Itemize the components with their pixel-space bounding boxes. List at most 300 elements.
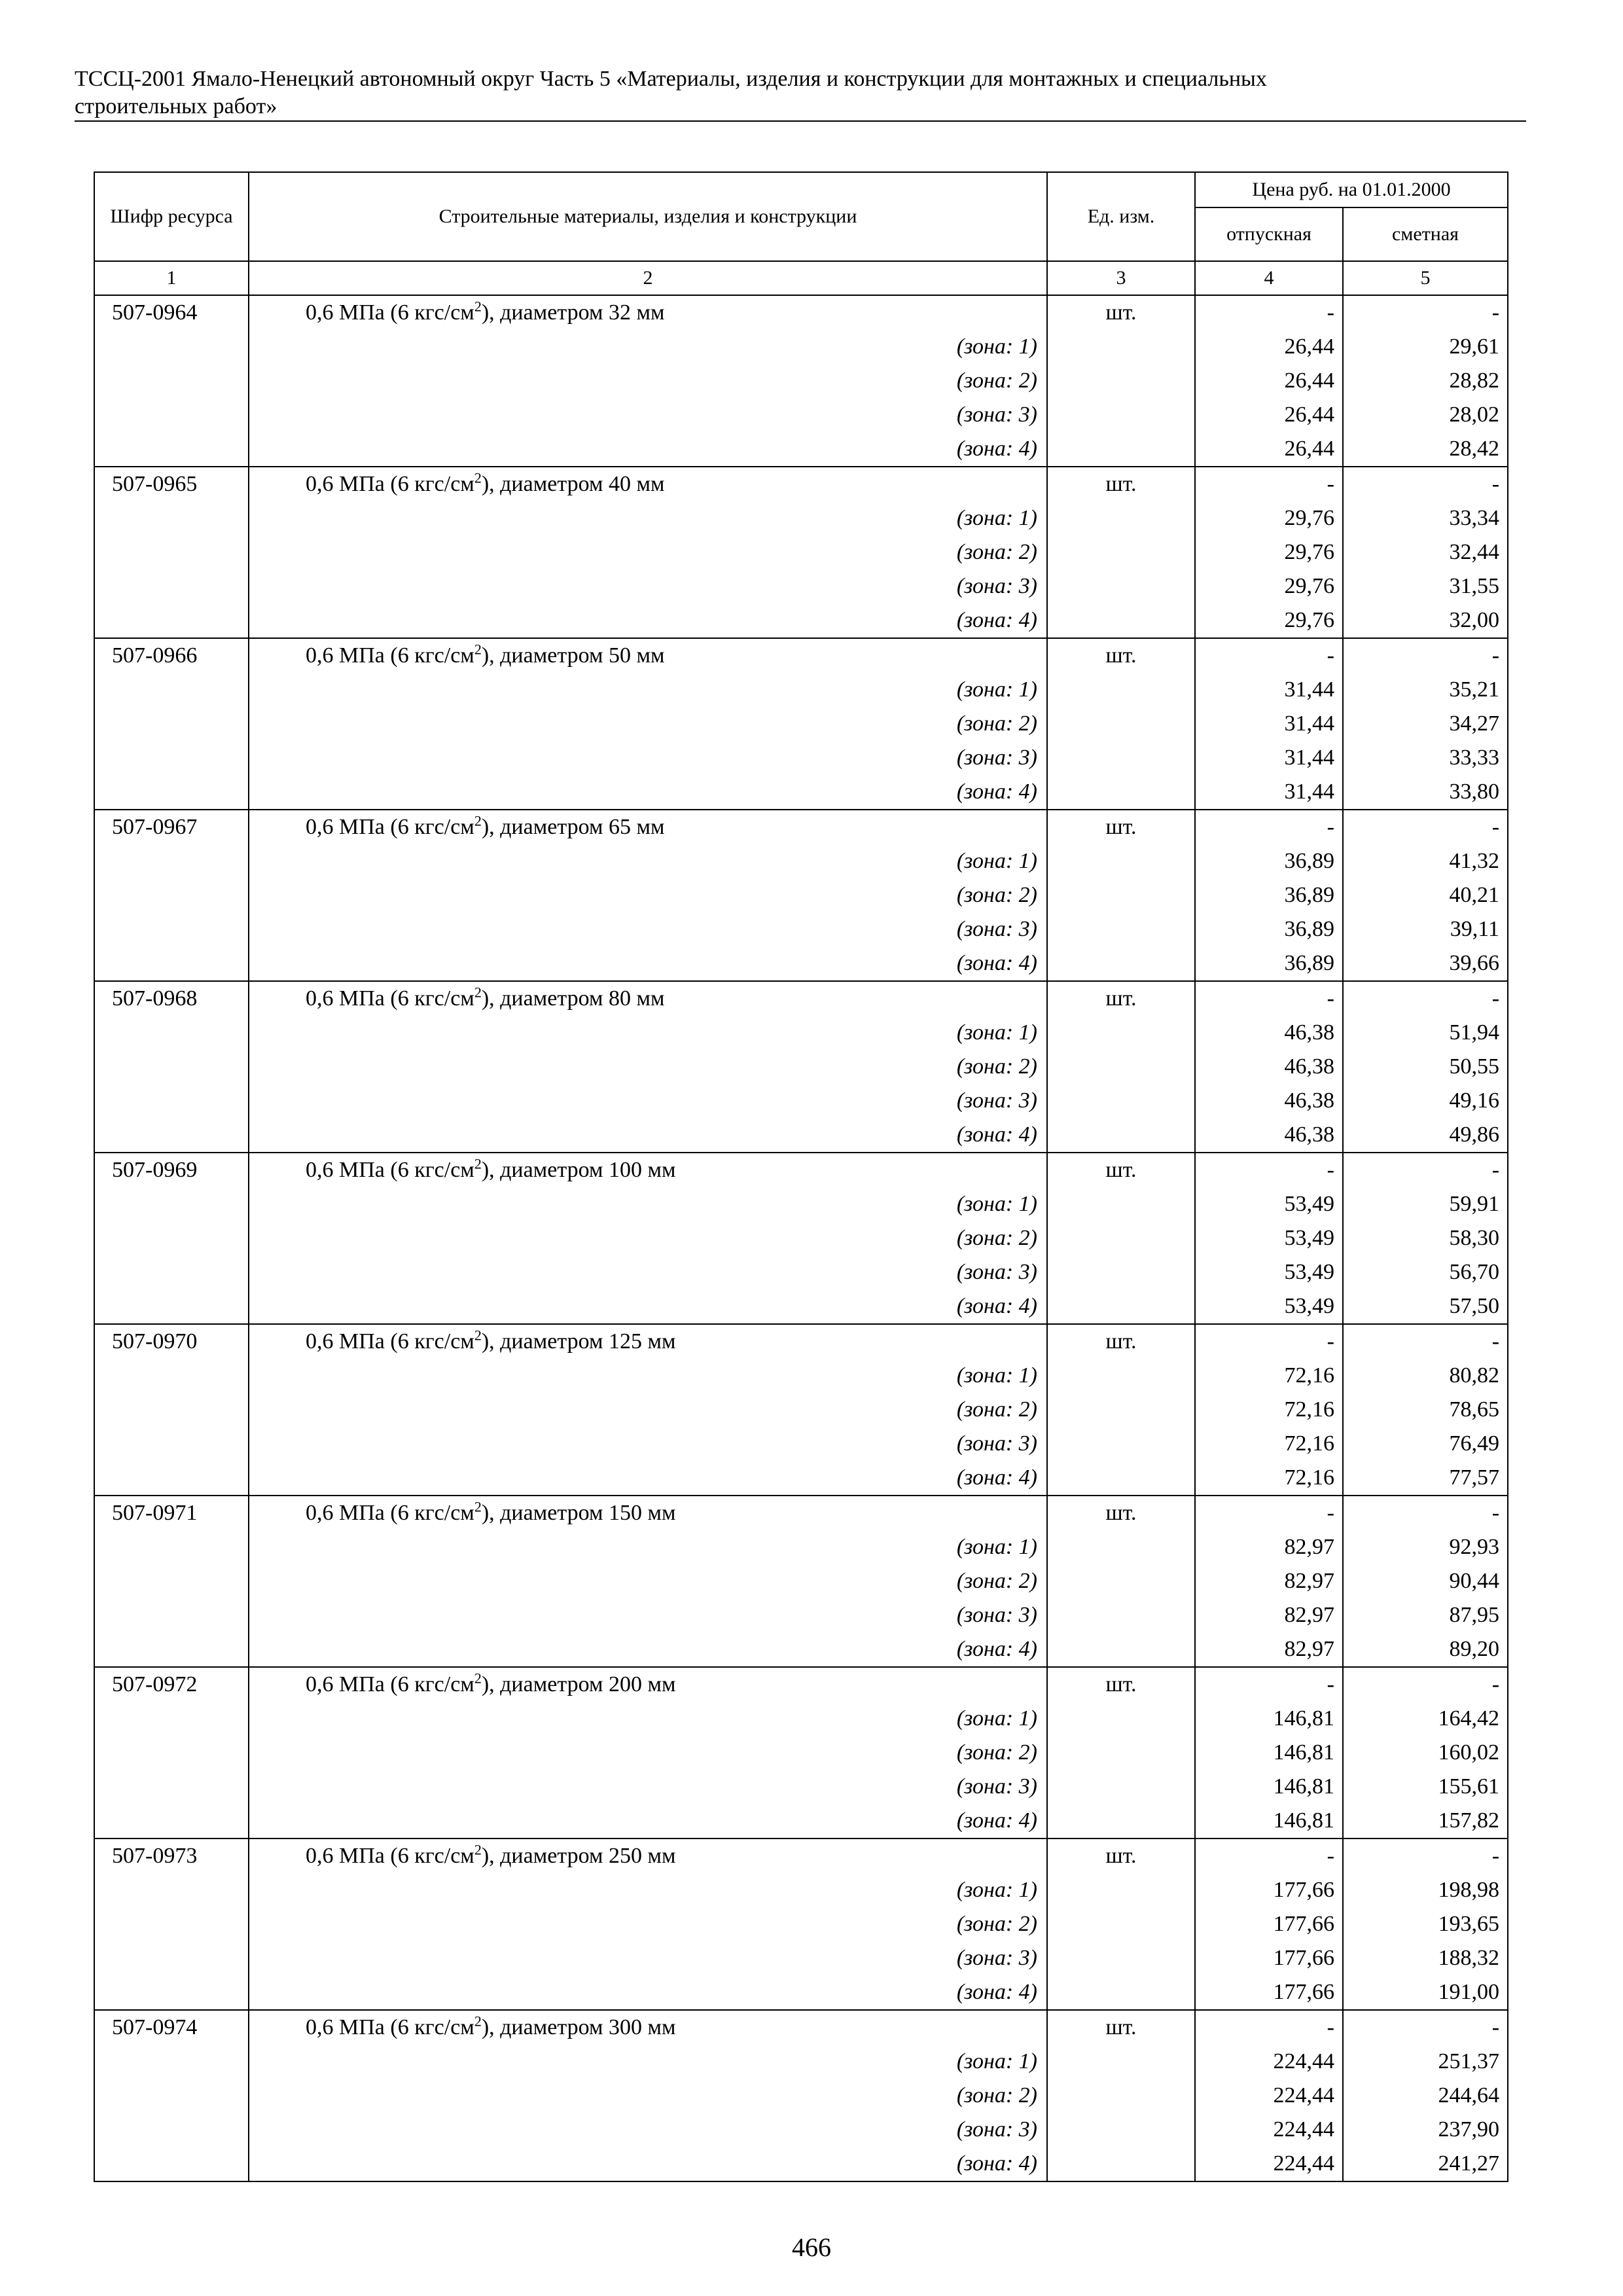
material-name-suffix: ), диаметром 50 мм (481, 643, 665, 668)
zone-row (94, 501, 1508, 535)
estimate-price: 198,98 (1343, 1873, 1508, 1907)
estimate-price: 76,49 (1343, 1427, 1508, 1461)
estimate-price: - (1343, 467, 1508, 501)
column-header-name: Строительные материалы, изделия и конструкции (249, 172, 1047, 261)
table-row (94, 467, 1508, 501)
zone-label: (зона: 3) (249, 1770, 1047, 1804)
zone-label: (зона: 1) (249, 501, 1047, 535)
table-row (94, 2010, 1508, 2045)
material-name-text: 0,6 МПа (6 кгс/см (306, 2015, 474, 2039)
zone-label: (зона: 3) (249, 569, 1047, 603)
zone-label: (зона: 3) (249, 741, 1047, 775)
zone-row (94, 1187, 1508, 1221)
unit-of-measure: шт. (1047, 295, 1195, 330)
unit-of-measure: шт. (1047, 1667, 1195, 1702)
zone-row (94, 364, 1508, 398)
unit-of-measure (1047, 330, 1195, 364)
unit-of-measure (1047, 1187, 1195, 1221)
zone-row (94, 603, 1508, 638)
zone-row (94, 1530, 1508, 1564)
zone-row (94, 1084, 1508, 1118)
table-row (94, 1839, 1508, 1873)
estimate-price: 59,91 (1343, 1187, 1508, 1221)
zone-row (94, 432, 1508, 467)
unit-of-measure (1047, 1598, 1195, 1632)
estimate-price: - (1343, 1324, 1508, 1359)
zone-label: (зона: 4) (249, 1975, 1047, 2010)
zone-label: (зона: 1) (249, 1359, 1047, 1393)
estimate-price: 34,27 (1343, 707, 1508, 741)
unit-of-measure (1047, 603, 1195, 638)
unit-of-measure (1047, 673, 1195, 707)
zone-label: (зона: 1) (249, 1187, 1047, 1221)
material-name (249, 1324, 1047, 1359)
zone-row (94, 569, 1508, 603)
resource-code: 507-0970 (94, 1324, 249, 1496)
unit-of-measure (1047, 1941, 1195, 1975)
estimate-price: 32,44 (1343, 535, 1508, 569)
unit-of-measure (1047, 707, 1195, 741)
zone-row (94, 1804, 1508, 1839)
zone-label: (зона: 4) (249, 1461, 1047, 1496)
unit-of-measure (1047, 844, 1195, 878)
zone-label: (зона: 3) (249, 912, 1047, 946)
release-price: 31,44 (1195, 707, 1343, 741)
unit-of-measure: шт. (1047, 981, 1195, 1016)
zone-row (94, 1393, 1508, 1427)
estimate-price: 57,50 (1343, 1289, 1508, 1324)
release-price: 31,44 (1195, 673, 1343, 707)
unit-of-measure (1047, 1736, 1195, 1770)
unit-of-measure (1047, 1873, 1195, 1907)
estimate-price: 58,30 (1343, 1221, 1508, 1255)
unit-of-measure (1047, 1975, 1195, 2010)
estimate-price: 41,32 (1343, 844, 1508, 878)
release-price: 224,44 (1195, 2147, 1343, 2181)
unit-of-measure: шт. (1047, 467, 1195, 501)
estimate-price: 39,66 (1343, 946, 1508, 981)
zone-label: (зона: 1) (249, 2045, 1047, 2079)
release-price: 82,97 (1195, 1564, 1343, 1598)
estimate-price: - (1343, 638, 1508, 673)
zone-row (94, 1736, 1508, 1770)
zone-row (94, 912, 1508, 946)
release-price: 146,81 (1195, 1770, 1343, 1804)
material-name-suffix: ), диаметром 80 мм (481, 986, 665, 1011)
zone-label: (зона: 3) (249, 2113, 1047, 2147)
estimate-price: 49,86 (1343, 1118, 1508, 1153)
unit-of-measure (1047, 398, 1195, 432)
release-price: - (1195, 1153, 1343, 1187)
zone-row (94, 1221, 1508, 1255)
unit-of-measure (1047, 1770, 1195, 1804)
release-price: 46,38 (1195, 1050, 1343, 1084)
unit-of-measure (1047, 2147, 1195, 2181)
material-name-text: 0,6 МПа (6 кгс/см (306, 643, 474, 668)
zone-row (94, 1907, 1508, 1941)
page-number: 466 (792, 2233, 831, 2262)
header-title-line-2: строительных работ» (75, 94, 277, 118)
zone-label: (зона: 2) (249, 364, 1047, 398)
estimate-price: - (1343, 1153, 1508, 1187)
estimate-price: - (1343, 981, 1508, 1016)
material-name-text: 0,6 МПа (6 кгс/см (306, 1501, 474, 1525)
estimate-price: 241,27 (1343, 2147, 1508, 2181)
table-row (94, 295, 1508, 330)
material-name (249, 467, 1047, 501)
release-price: 31,44 (1195, 775, 1343, 810)
zone-label: (зона: 2) (249, 1564, 1047, 1598)
zone-row (94, 535, 1508, 569)
column-number: 2 (249, 261, 1047, 295)
material-name-suffix: ), диаметром 200 мм (481, 1672, 676, 1696)
material-name-text: 0,6 МПа (6 кгс/см (306, 815, 474, 839)
unit-of-measure (1047, 2045, 1195, 2079)
resource-code: 507-0973 (94, 1839, 249, 2010)
estimate-price: 191,00 (1343, 1975, 1508, 2010)
material-name-text: 0,6 МПа (6 кгс/см (306, 1329, 474, 1354)
zone-row (94, 1975, 1508, 2010)
superscript-exponent: 2 (474, 1841, 482, 1858)
release-price: 46,38 (1195, 1118, 1343, 1153)
zone-label: (зона: 3) (249, 1255, 1047, 1289)
estimate-price: - (1343, 295, 1508, 330)
superscript-exponent: 2 (474, 1670, 482, 1687)
unit-of-measure (1047, 878, 1195, 912)
release-price: - (1195, 1496, 1343, 1530)
release-price: - (1195, 638, 1343, 673)
estimate-price: 28,02 (1343, 398, 1508, 432)
header-divider (75, 120, 1526, 122)
resource-code: 507-0969 (94, 1153, 249, 1324)
release-price: 36,89 (1195, 912, 1343, 946)
material-name-suffix: ), диаметром 125 мм (481, 1329, 676, 1354)
zone-label: (зона: 2) (249, 2079, 1047, 2113)
material-name-suffix: ), диаметром 40 мм (481, 472, 665, 496)
release-price: 29,76 (1195, 501, 1343, 535)
zone-label: (зона: 3) (249, 1084, 1047, 1118)
material-name-text: 0,6 МПа (6 кгс/см (306, 1844, 474, 1868)
release-price: - (1195, 295, 1343, 330)
page-header (75, 65, 1526, 120)
resource-code: 507-0968 (94, 981, 249, 1153)
estimate-price: 89,20 (1343, 1632, 1508, 1667)
release-price: 26,44 (1195, 364, 1343, 398)
unit-of-measure: шт. (1047, 638, 1195, 673)
release-price: 53,49 (1195, 1187, 1343, 1221)
unit-of-measure (1047, 1359, 1195, 1393)
zone-label: (зона: 3) (249, 1598, 1047, 1632)
release-price: 72,16 (1195, 1461, 1343, 1496)
zone-label: (зона: 2) (249, 1907, 1047, 1941)
estimate-price: 28,82 (1343, 364, 1508, 398)
zone-label: (зона: 1) (249, 1873, 1047, 1907)
zone-row (94, 398, 1508, 432)
release-price: - (1195, 1839, 1343, 1873)
zone-label: (зона: 3) (249, 398, 1047, 432)
unit-of-measure (1047, 1427, 1195, 1461)
unit-of-measure (1047, 1016, 1195, 1050)
superscript-exponent: 2 (474, 298, 482, 315)
column-number: 5 (1343, 261, 1508, 295)
unit-of-measure (1047, 1289, 1195, 1324)
zone-row (94, 1016, 1508, 1050)
release-price: 53,49 (1195, 1221, 1343, 1255)
release-price: 177,66 (1195, 1873, 1343, 1907)
unit-of-measure (1047, 1393, 1195, 1427)
zone-row (94, 741, 1508, 775)
unit-of-measure (1047, 946, 1195, 981)
zone-label: (зона: 4) (249, 2147, 1047, 2181)
estimate-price: 90,44 (1343, 1564, 1508, 1598)
zone-row (94, 2045, 1508, 2079)
unit-of-measure (1047, 1084, 1195, 1118)
unit-of-measure: шт. (1047, 810, 1195, 844)
estimate-price: 78,65 (1343, 1393, 1508, 1427)
estimate-price: 92,93 (1343, 1530, 1508, 1564)
resource-code: 507-0971 (94, 1496, 249, 1667)
material-name (249, 810, 1047, 844)
resource-code: 507-0974 (94, 2010, 249, 2181)
estimate-price: 80,82 (1343, 1359, 1508, 1393)
release-price: 224,44 (1195, 2113, 1343, 2147)
release-price: 29,76 (1195, 569, 1343, 603)
material-name-text: 0,6 МПа (6 кгс/см (306, 472, 474, 496)
unit-of-measure (1047, 1632, 1195, 1667)
release-price: 72,16 (1195, 1359, 1343, 1393)
column-header-unit: Ед. изм. (1047, 172, 1195, 261)
zone-label: (зона: 3) (249, 1427, 1047, 1461)
unit-of-measure: шт. (1047, 1324, 1195, 1359)
zone-label: (зона: 1) (249, 1016, 1047, 1050)
zone-row (94, 1427, 1508, 1461)
material-name (249, 981, 1047, 1016)
unit-of-measure (1047, 2079, 1195, 2113)
unit-of-measure (1047, 1907, 1195, 1941)
estimate-price: 39,11 (1343, 912, 1508, 946)
column-header-estimate-price: сметная (1343, 207, 1508, 261)
material-name (249, 1496, 1047, 1530)
zone-label: (зона: 4) (249, 1632, 1047, 1667)
zone-label: (зона: 1) (249, 330, 1047, 364)
unit-of-measure (1047, 569, 1195, 603)
zone-row (94, 1702, 1508, 1736)
unit-of-measure (1047, 1255, 1195, 1289)
column-number: 1 (94, 261, 249, 295)
release-price: - (1195, 467, 1343, 501)
zone-label: (зона: 4) (249, 775, 1047, 810)
material-name (249, 1839, 1047, 1873)
zone-row (94, 1118, 1508, 1153)
table-row (94, 810, 1508, 844)
material-name-suffix: ), диаметром 32 мм (481, 300, 665, 325)
superscript-exponent: 2 (474, 1327, 482, 1344)
zone-label: (зона: 2) (249, 1050, 1047, 1084)
estimate-price: 40,21 (1343, 878, 1508, 912)
release-price: - (1195, 810, 1343, 844)
release-price: 224,44 (1195, 2045, 1343, 2079)
zone-row (94, 1359, 1508, 1393)
zone-label: (зона: 4) (249, 432, 1047, 467)
zone-row (94, 1564, 1508, 1598)
zone-label: (зона: 1) (249, 673, 1047, 707)
release-price: 224,44 (1195, 2079, 1343, 2113)
table-row (94, 1324, 1508, 1359)
release-price: 53,49 (1195, 1289, 1343, 1324)
material-name-suffix: ), диаметром 100 мм (481, 1158, 676, 1182)
estimate-price: 35,21 (1343, 673, 1508, 707)
material-name-text: 0,6 МПа (6 кгс/см (306, 986, 474, 1011)
estimate-price: 33,34 (1343, 501, 1508, 535)
unit-of-measure (1047, 432, 1195, 467)
table-body (94, 295, 1508, 2181)
estimate-price: 33,33 (1343, 741, 1508, 775)
estimate-price: - (1343, 1496, 1508, 1530)
superscript-exponent: 2 (474, 812, 482, 829)
zone-label: (зона: 4) (249, 1804, 1047, 1839)
zone-row (94, 1461, 1508, 1496)
release-price: 82,97 (1195, 1530, 1343, 1564)
unit-of-measure (1047, 535, 1195, 569)
column-header-code: Шифр ресурса (94, 172, 249, 261)
release-price: - (1195, 1324, 1343, 1359)
price-table (94, 171, 1508, 2182)
estimate-price: 33,80 (1343, 775, 1508, 810)
release-price: 36,89 (1195, 946, 1343, 981)
zone-row (94, 2113, 1508, 2147)
header-title-line-1: ТССЦ-2001 Ямало-Ненецкий автономный округ Часть 5 «Материалы, изделия и конструкции для монтажных и специальных (75, 67, 1267, 91)
zone-label: (зона: 2) (249, 1393, 1047, 1427)
table-row (94, 1667, 1508, 1702)
zone-row (94, 1873, 1508, 1907)
estimate-price: 237,90 (1343, 2113, 1508, 2147)
zone-row (94, 775, 1508, 810)
release-price: 46,38 (1195, 1016, 1343, 1050)
estimate-price: 251,37 (1343, 2045, 1508, 2079)
release-price: 177,66 (1195, 1941, 1343, 1975)
unit-of-measure (1047, 1221, 1195, 1255)
zone-label: (зона: 1) (249, 1530, 1047, 1564)
superscript-exponent: 2 (474, 1498, 482, 1515)
resource-code: 507-0964 (94, 295, 249, 467)
estimate-price: 188,32 (1343, 1941, 1508, 1975)
unit-of-measure (1047, 1564, 1195, 1598)
estimate-price: 155,61 (1343, 1770, 1508, 1804)
material-name-suffix: ), диаметром 300 мм (481, 2015, 676, 2039)
zone-label: (зона: 4) (249, 1118, 1047, 1153)
zone-label: (зона: 2) (249, 707, 1047, 741)
zone-row (94, 707, 1508, 741)
zone-row (94, 1289, 1508, 1324)
zone-row (94, 330, 1508, 364)
estimate-price: 160,02 (1343, 1736, 1508, 1770)
release-price: 36,89 (1195, 844, 1343, 878)
release-price: 46,38 (1195, 1084, 1343, 1118)
unit-of-measure (1047, 1804, 1195, 1839)
unit-of-measure (1047, 1118, 1195, 1153)
release-price: 26,44 (1195, 398, 1343, 432)
release-price: - (1195, 981, 1343, 1016)
estimate-price: 31,55 (1343, 569, 1508, 603)
zone-label: (зона: 4) (249, 946, 1047, 981)
release-price: 177,66 (1195, 1907, 1343, 1941)
release-price: 177,66 (1195, 1975, 1343, 2010)
release-price: 72,16 (1195, 1427, 1343, 1461)
estimate-price: - (1343, 810, 1508, 844)
release-price: 26,44 (1195, 330, 1343, 364)
zone-row (94, 1598, 1508, 1632)
resource-code: 507-0966 (94, 638, 249, 810)
material-name-text: 0,6 МПа (6 кгс/см (306, 1158, 474, 1182)
estimate-price: 244,64 (1343, 2079, 1508, 2113)
material-name-suffix: ), диаметром 150 мм (481, 1501, 676, 1525)
release-price: 146,81 (1195, 1804, 1343, 1839)
material-name-suffix: ), диаметром 65 мм (481, 815, 665, 839)
resource-code: 507-0965 (94, 467, 249, 638)
unit-of-measure (1047, 912, 1195, 946)
zone-row (94, 1632, 1508, 1667)
estimate-price: - (1343, 1667, 1508, 1702)
zone-row (94, 878, 1508, 912)
zone-label: (зона: 4) (249, 603, 1047, 638)
release-price: - (1195, 2010, 1343, 2045)
material-name-text: 0,6 МПа (6 кгс/см (306, 300, 474, 325)
release-price: 146,81 (1195, 1702, 1343, 1736)
unit-of-measure (1047, 501, 1195, 535)
zone-row (94, 1255, 1508, 1289)
zone-row (94, 844, 1508, 878)
estimate-price: - (1343, 2010, 1508, 2045)
release-price: 146,81 (1195, 1736, 1343, 1770)
zone-label: (зона: 2) (249, 1221, 1047, 1255)
estimate-price: 164,42 (1343, 1702, 1508, 1736)
release-price: 26,44 (1195, 432, 1343, 467)
release-price: 72,16 (1195, 1393, 1343, 1427)
release-price: 82,97 (1195, 1632, 1343, 1667)
release-price: 82,97 (1195, 1598, 1343, 1632)
release-price: 29,76 (1195, 603, 1343, 638)
estimate-price: 32,00 (1343, 603, 1508, 638)
zone-label: (зона: 2) (249, 535, 1047, 569)
table-row (94, 1496, 1508, 1530)
zone-row (94, 946, 1508, 981)
unit-of-measure (1047, 741, 1195, 775)
release-price: - (1195, 1667, 1343, 1702)
unit-of-measure: шт. (1047, 1496, 1195, 1530)
material-name (249, 638, 1047, 673)
unit-of-measure: шт. (1047, 1153, 1195, 1187)
superscript-exponent: 2 (474, 1155, 482, 1172)
superscript-exponent: 2 (474, 2013, 482, 2030)
material-name (249, 1153, 1047, 1187)
superscript-exponent: 2 (474, 641, 482, 658)
zone-label: (зона: 2) (249, 1736, 1047, 1770)
estimate-price: 51,94 (1343, 1016, 1508, 1050)
column-number: 4 (1195, 261, 1343, 295)
zone-row (94, 1050, 1508, 1084)
column-number: 3 (1047, 261, 1195, 295)
material-name (249, 295, 1047, 330)
table-row (94, 981, 1508, 1016)
column-header-release-price: отпускная (1195, 207, 1343, 261)
estimate-price: 157,82 (1343, 1804, 1508, 1839)
unit-of-measure (1047, 2113, 1195, 2147)
resource-code: 507-0972 (94, 1667, 249, 1839)
zone-label: (зона: 1) (249, 1702, 1047, 1736)
unit-of-measure (1047, 1530, 1195, 1564)
estimate-price: 29,61 (1343, 330, 1508, 364)
resource-code: 507-0967 (94, 810, 249, 981)
